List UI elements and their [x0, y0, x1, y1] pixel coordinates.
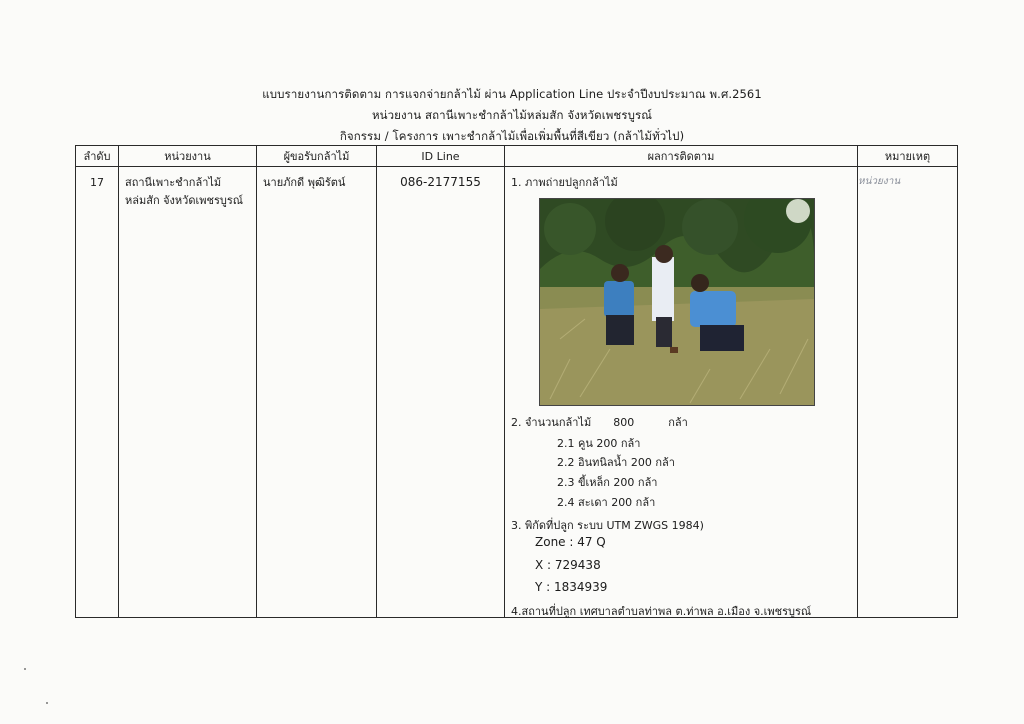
col-header-result: ผลการติดตาม — [505, 146, 858, 167]
report-title: แบบรายงานการติดตาม การแจกจ่ายกล้าไม้ ผ่าน Application Line ประจำปีงบประมาณ พ.ศ.2561 — [262, 87, 762, 101]
species-item: 2.2 อินทนิลน้ำ 200 กล้า — [557, 456, 675, 469]
remark-handwriting: หน่วยงาน — [858, 176, 901, 187]
report-table — [75, 145, 958, 618]
col-header-agency: หน่วยงาน — [119, 146, 257, 167]
cell-result — [505, 167, 858, 618]
report-activity-line: กิจกรรม / โครงการ เพาะชำกล้าไม้เพื่อเพิ่มพื้นที่สีเขียว (กล้าไม้ทั่วไป) — [339, 129, 685, 143]
seedling-count-value: 800 — [613, 416, 635, 429]
photo-heading: 1. ภาพถ่ายปลูกกล้าไม้ — [511, 176, 618, 189]
planting-photo — [539, 198, 815, 406]
row-number: 17 — [90, 176, 104, 189]
scan-speck — [24, 668, 26, 670]
seedling-count-label: 2. จำนวนกล้าไม้ — [511, 416, 592, 429]
table-row — [76, 167, 958, 618]
utm-y: Y : 1834939 — [535, 580, 608, 594]
cell-remark — [858, 167, 958, 618]
coordinates-heading: 3. พิกัดที่ปลูก ระบบ UTM ZWGS 1984) — [511, 519, 704, 532]
species-item: 2.1 คูน 200 กล้า — [557, 437, 641, 450]
cell-recipient — [257, 167, 377, 618]
recipient-name: นายภักดี พุฒิรัตน์ — [263, 176, 346, 189]
col-header-id-line: ID Line — [377, 146, 505, 167]
planting-location: 4.สถานที่ปลูก เทศบาลตำบลท่าพล ต.ท่าพล อ.เมือง จ.เพชรบูรณ์ — [511, 605, 812, 618]
species-item: 2.3 ขี้เหล็ก 200 กล้า — [557, 476, 658, 489]
id-line-value: 086-2177155 — [400, 175, 481, 189]
table-header-row — [76, 146, 958, 167]
utm-x: X : 729438 — [535, 558, 601, 572]
species-item: 2.4 สะเดา 200 กล้า — [557, 496, 656, 509]
seedling-count-line — [511, 413, 688, 431]
col-header-no: ลำดับ — [76, 146, 119, 167]
report-unit-line: หน่วยงาน สถานีเพาะชำกล้าไม้หล่มสัก จังหวัดเพชรบูรณ์ — [371, 108, 653, 122]
col-header-recipient: ผู้ขอรับกล้าไม้ — [257, 146, 377, 167]
planting-photo-illustration — [540, 199, 814, 405]
utm-zone: Zone : 47 Q — [535, 535, 606, 549]
agency-name: สถานีเพาะชำกล้าไม้หล่มสัก จังหวัดเพชรบูรณ์ — [125, 176, 243, 207]
cell-id-line — [377, 167, 505, 618]
cell-no — [76, 167, 119, 618]
scan-speck — [46, 702, 48, 704]
seedling-count-unit: กล้า — [668, 416, 688, 429]
col-header-remark: หมายเหตุ — [858, 146, 958, 167]
result-block — [505, 167, 857, 617]
cell-agency — [119, 167, 257, 618]
